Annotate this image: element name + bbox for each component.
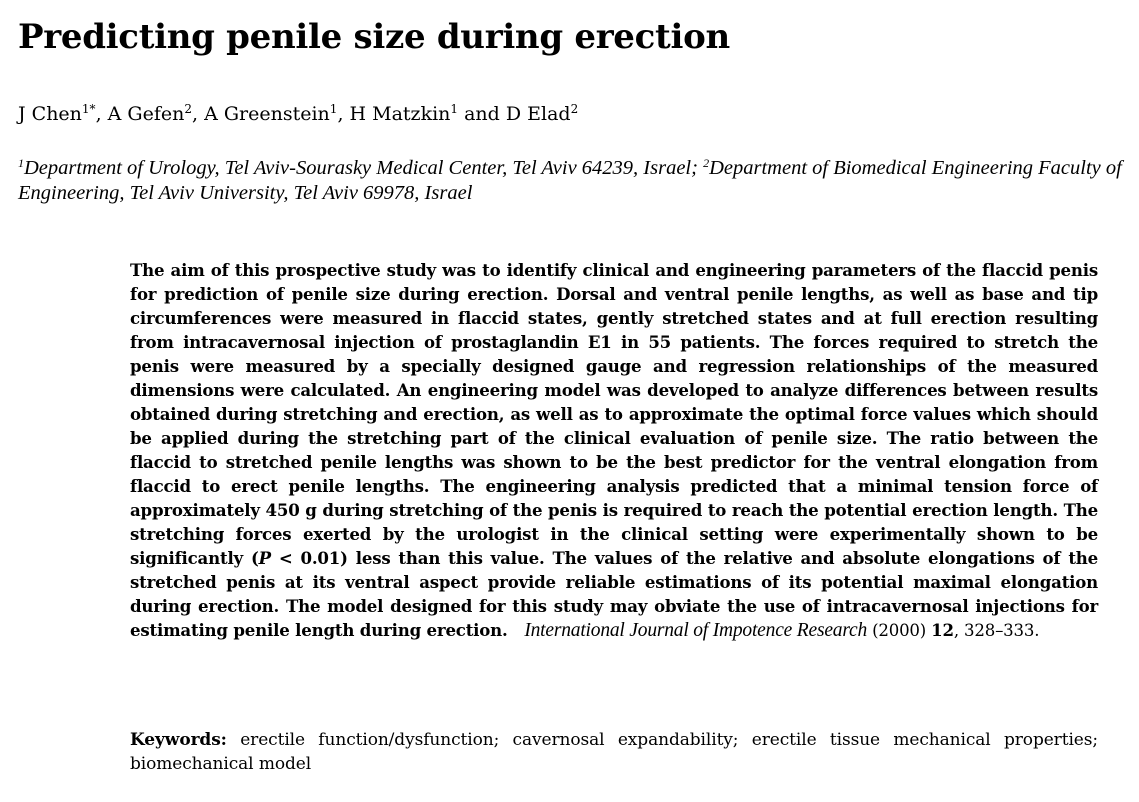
affiliation-2: Department of Biomedical Engineering Faculty of Engineering, Tel Aviv University, Tel Aviv 69978, Israel bbox=[18, 157, 1122, 204]
affiliations bbox=[18, 156, 1128, 206]
author-separator: , bbox=[192, 103, 205, 125]
author-separator: and bbox=[458, 103, 506, 125]
abstract bbox=[130, 258, 1098, 643]
author-affiliation-mark: 2 bbox=[184, 102, 192, 116]
journal-citation bbox=[524, 621, 1039, 640]
author-affiliation-mark: 1 bbox=[450, 102, 459, 116]
affiliation-mark: 2 bbox=[703, 156, 710, 170]
author-name: H Matzkin bbox=[349, 103, 451, 125]
keywords-text: erectile function/dysfunction; cavernosal expandability; erectile tissue mechanical properties; biomechanical model bbox=[130, 730, 1098, 774]
author-name: A Greenstein bbox=[204, 103, 330, 125]
paper-title: Predicting penile size during erection bbox=[18, 17, 730, 57]
author-affiliation-mark: 1 bbox=[329, 102, 338, 116]
affiliation-mark: 1 bbox=[18, 156, 24, 170]
keywords-label: Keywords: bbox=[130, 730, 227, 750]
affiliation-1: Department of Urology, Tel Aviv-Sourasky Medical Center, Tel Aviv 64239, Israel; bbox=[24, 157, 704, 179]
citation-pages: , 328–333. bbox=[953, 621, 1040, 640]
abstract-text-continued: less than this value. The values of the relative and absolute elongations of the stretched penis at its ventral aspect provide reliable estimations of its potential maximal elongation during erection. The model designed for this study may obviate the use of intracavernosal injections for estimating penile length during erection. bbox=[130, 548, 1099, 640]
author-name: J Chen bbox=[18, 103, 82, 125]
citation-volume: 12 bbox=[931, 620, 954, 640]
p-value: (P < 0.01) bbox=[250, 548, 348, 568]
author-affiliation-mark: 1* bbox=[81, 102, 96, 116]
author-affiliation-mark: 2 bbox=[570, 102, 579, 116]
citation-year: (2000) bbox=[867, 621, 932, 640]
author-name: D Elad bbox=[505, 103, 571, 125]
p-symbol: P bbox=[258, 548, 271, 568]
abstract-text: The aim of this prospective study was to identify clinical and engineering parameters of the flaccid penis for prediction of penile size during erection. Dorsal and ventral penile lengths, as well as base and tip circumferences were measured in flaccid states, gently stretched states and at full erection resulting from intracavernosal injection of prostaglandin E1 in 55 patients. The forces required to stretch the penis were measured by a specially designed gauge and regression relationships of the measured dimensions were calculated. An engineering model was developed to analyze differences between results obtained during stretching and erection, as well as to approximate the optimal force values which should be applied during the stretching part of the clinical evaluation of penile size. The ratio between the flaccid to stretched penile lengths was shown to be the best predictor for the ventral elongation from flaccid to erect penile lengths. The engineering analysis predicted that a minimal tension force of approximately 450 g during stretching of the penis is required to reach the potential erection length. The stretching forces exerted by the urologist in the clinical setting were experimentally shown to be significantly bbox=[130, 260, 1098, 568]
author-separator: , bbox=[95, 103, 108, 125]
author-name: A Gefen bbox=[107, 103, 185, 125]
keywords bbox=[130, 728, 1098, 776]
author-separator: , bbox=[337, 103, 350, 125]
journal-name: International Journal of Impotence Research bbox=[524, 620, 868, 641]
author-list bbox=[18, 100, 578, 128]
